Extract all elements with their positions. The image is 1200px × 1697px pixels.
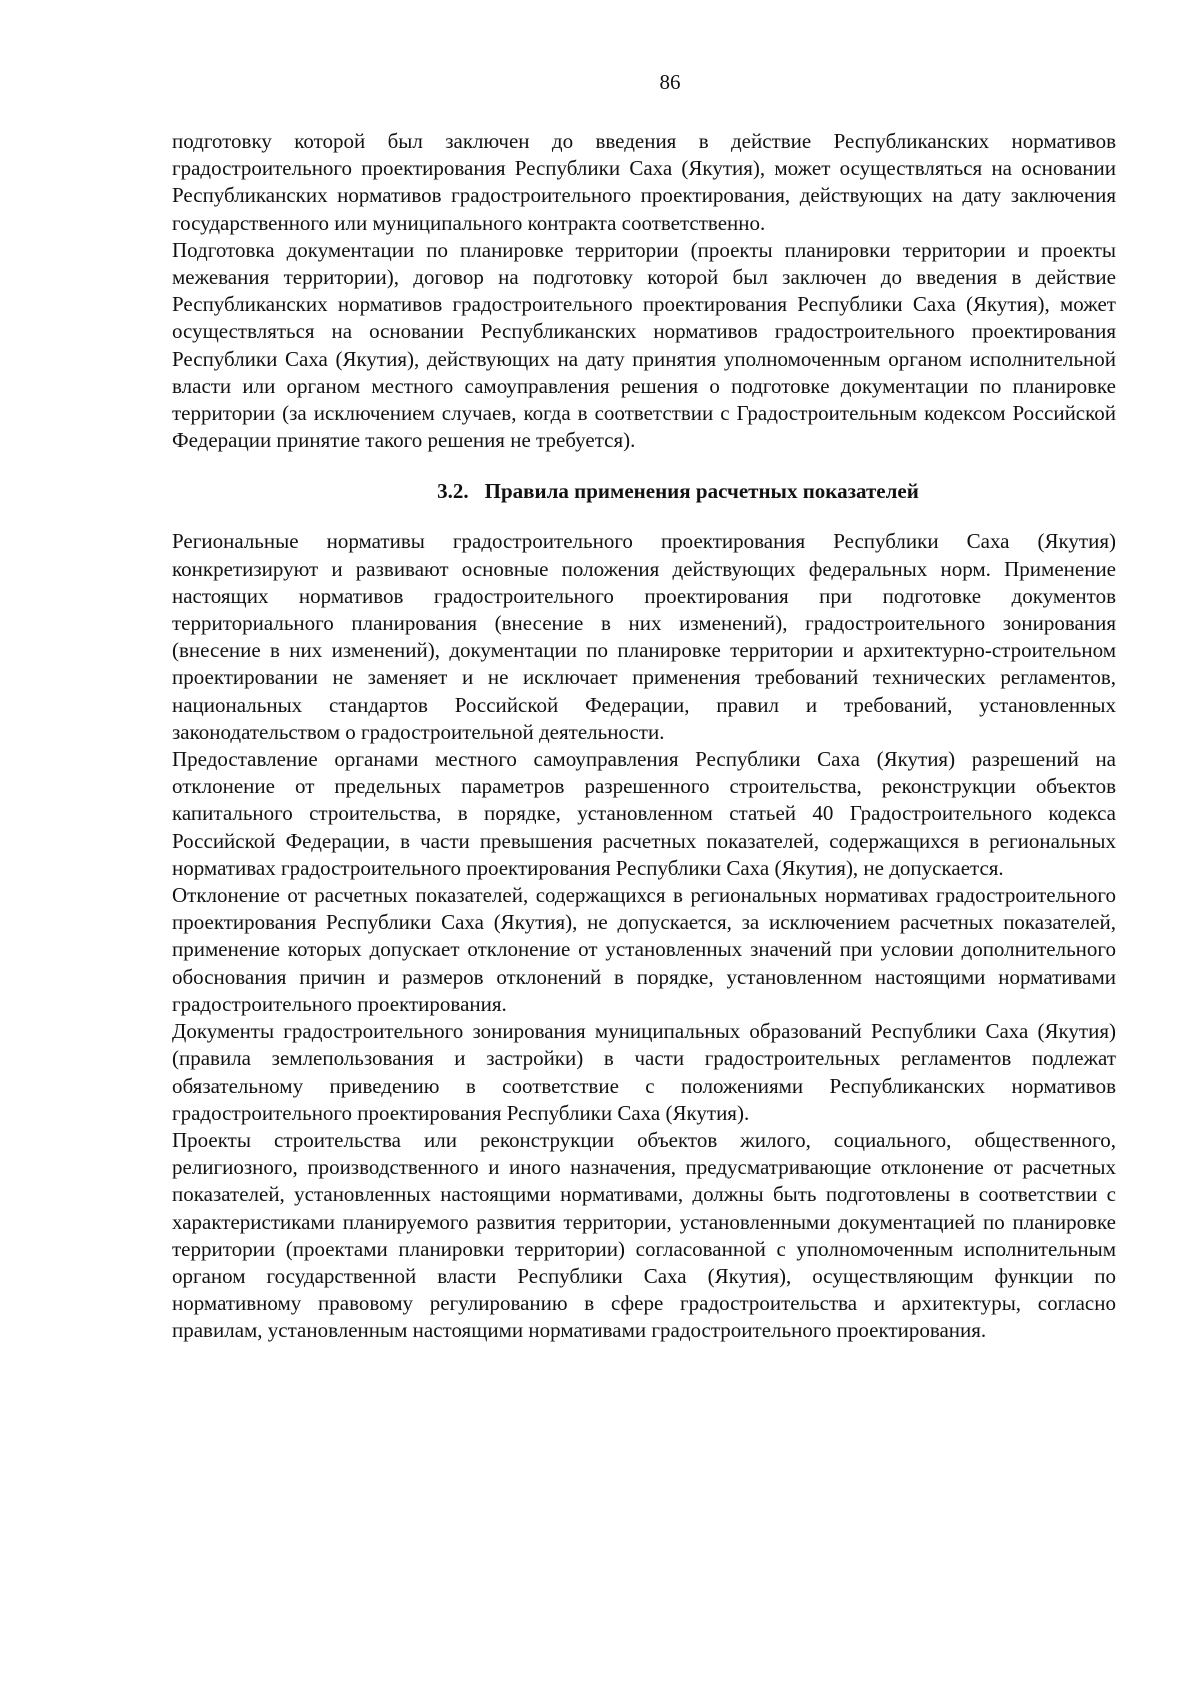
paragraph: Документы градостроительного зонирования муниципальных образований Республики Саха (Якутия) (правила землепользования и застройки) в части градостроительных регламентов подлежат обязательному приведению в соответствие с положениями Республиканских нормативов градостроительного проектирования Республики Саха (Якутия). <box>172 1019 1116 1125</box>
paragraph: подготовку которой был заключен до введения в действие Республиканских нормативов градостроительного проектирования Республики Саха (Якутия), может осуществляться на основании Республиканских нормативов градостроительного проектирования, действующих на дату заключения государственного или муниципального контракта соответственно. <box>172 129 1116 235</box>
paragraph: Региональные нормативы градостроительного проектирования Республики Саха (Якутия) конкретизируют и развивают основные положения действующих федеральных норм. Применение настоящих нормативов градостроительного проектирования при подготовке документов территориального планирования (внесение в них изменений), градостроительного зонирования (внесение в них изменений), документации по планировке территории и архитектурно-строительном проектировании не заменяет и не исключает применения требований технических регламентов, национальных стандартов Российской Федерации, правил и требований, установленных законодательством о градостроительной деятельности. <box>172 529 1116 744</box>
section-number: 3.2. <box>437 479 469 504</box>
document-page <box>172 68 1116 1668</box>
paragraph: Отклонение от расчетных показателей, содержащихся в региональных нормативах градостроительного проектирования Республики Саха (Якутия), не допускается, за исключением расчетных показателей, применение которых допускает отклонение от установленных значений при условии дополнительного обоснования причин и размеров отклонений в порядке, установленном настоящими нормативами градостроительного проектирования. <box>172 883 1116 1016</box>
paragraph: Предоставление органами местного самоуправления Республики Саха (Якутия) разрешений на отклонение от предельных параметров разрешенного строительства, реконструкции объектов капитального строительства, в порядке, установленном статьей 40 Градостроительного кодекса Российской Федерации, в части превышения расчетных показателей, содержащихся в региональных нормативах градостроительного проектирования Республики Саха (Якутия), не допускается. <box>172 747 1116 880</box>
paragraph: Подготовка документации по планировке территории (проекты планировки территории и проекты межевания территории), договор на подготовку которой был заключен до введения в действие Республиканских нормативов градостроительного проектирования Республики Саха (Якутия), может осуществляться на основании Республиканских нормативов градостроительного проектирования Республики Саха (Якутия), действующих на дату принятия уполномоченным органом исполнительной власти или органом местного самоуправления решения о подготовке документации по планировке территории (за исключением случаев, когда в соответствии с Градостроительным кодексом Российской Федерации принятие такого решения не требуется). <box>172 237 1116 453</box>
page-number: 86 <box>659 70 681 94</box>
section-heading <box>172 477 1116 505</box>
section-title: Правила применения расчетных показателей <box>484 479 919 504</box>
paragraph: Проекты строительства или реконструкции объектов жилого, социального, общественного, религиозного, производственного и иного назначения, предусматривающие отклонение от расчетных показателей, установленных настоящими нормативами, должны быть подготовлены в соответствии с характеристиками планируемого развития территории, установленными документацией по планировке территории (проектами планировки территории) согласованной с уполномоченным исполнительным органом государственной власти Республики Саха (Якутия), осуществляющим функции по нормативному правовому регулированию в сфере градостроительства и архитектуры, согласно правилам, установленным настоящими нормативами градостроительного проектирования. <box>172 1127 1116 1343</box>
